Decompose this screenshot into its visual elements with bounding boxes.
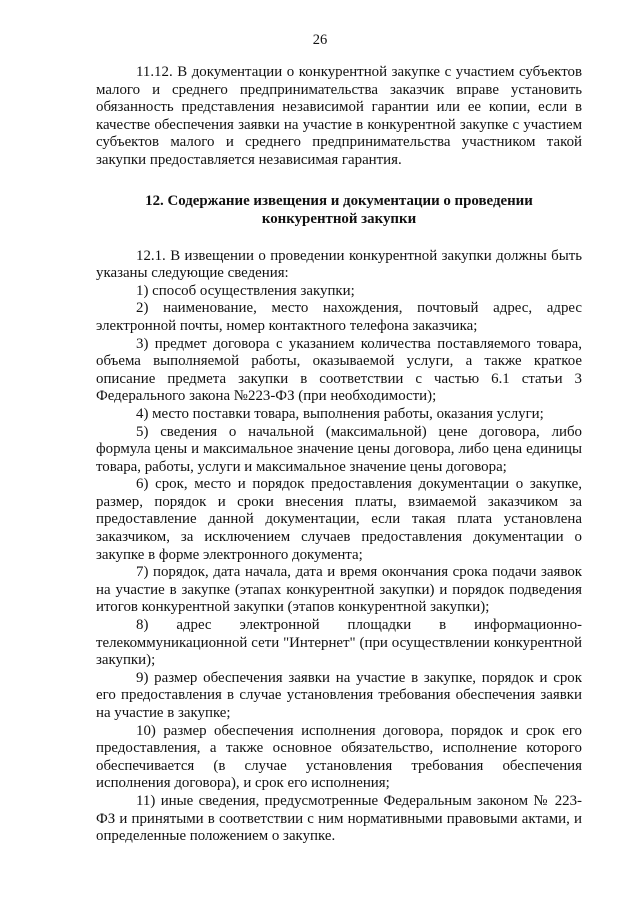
section-heading-line-2: конкурентной закупки — [261, 210, 417, 227]
list-item-3: 3) предмет договора с указанием количества поставляемого товара, объема выполняемой работы, оказываемой услуги, а также краткое описание предмета закупки в соответствии с частью 6.1 статьи 3 Федерального закона №223-ФЗ (при необходимости); — [96, 335, 582, 405]
document-body — [96, 64, 582, 846]
page-number: 26 — [312, 32, 328, 48]
section-heading — [96, 192, 582, 228]
list-item-6: 6) срок, место и порядок предоставления документации о закупке, размер, порядок и сроки внесения платы, взимаемой заказчиком за предоставление данной документации, если такая плата установлена заказчиком, за исключением случаев предоставления документации о закупке в форме электронного документа; — [96, 476, 582, 563]
list-item-11: 11) иные сведения, предусмотренные Федеральным законом № 223-ФЗ и принятыми в соответствии с ним нормативными правовыми актами, и определенные положением о закупке. — [96, 792, 582, 845]
list-item-1: 1) способ осуществления закупки; — [136, 282, 355, 299]
list-item-4: 4) место поставки товара, выполнения работы, оказания услуги; — [136, 405, 544, 422]
list-item-9: 9) размер обеспечения заявки на участие в закупке, порядок и срок его предоставления в случае установления требования обеспечения заявки на участие в закупке; — [96, 669, 582, 721]
list-item-10: 10) размер обеспечения исполнения договора, порядок и срок его предоставления, а также основное обязательство, исполнение которого обеспечивается (в случае установления требования обеспечения исполнения договора), и срок его исполнения; — [96, 722, 582, 792]
paragraph-11-12: 11.12. В документации о конкурентной закупке с участием субъектов малого и среднего предпринимательства заказчик вправе установить обязанность представления независимой гарантии или ее копии, если в качестве обеспечения заявки на участие в конкурентной закупке с участием субъектов малого и среднего предпринимательства участником такой закупки предоставляется независимая гарантия. — [96, 64, 582, 168]
list-item-5: 5) сведения о начальной (максимальной) цене договора, либо формула цены и максимальное значение цены договора, либо цена единицы товара, работы, услуги и максимальное значение цены договора; — [96, 423, 582, 475]
list-item-2: 2) наименование, место нахождения, почтовый адрес, адрес электронной почты, номер контактного телефона заказчика; — [96, 300, 582, 334]
section-heading-line-1: 12. Содержание извещения и документации о проведении — [145, 192, 533, 209]
paragraph-12-1: 12.1. В извещении о проведении конкурентной закупки должны быть указаны следующие сведения: — [96, 247, 582, 282]
list-item-7: 7) порядок, дата начала, дата и время окончания срока подачи заявок на участие в закупке (этапах конкурентной закупки) и порядок подведения итогов конкурентной закупки (этапов конкурентной закупки); — [96, 564, 582, 616]
list-item-8: 8) адрес электронной площадки в информационно-телекоммуникационной сети "Интернет" (при осуществлении конкурентной закупки); — [96, 617, 582, 669]
